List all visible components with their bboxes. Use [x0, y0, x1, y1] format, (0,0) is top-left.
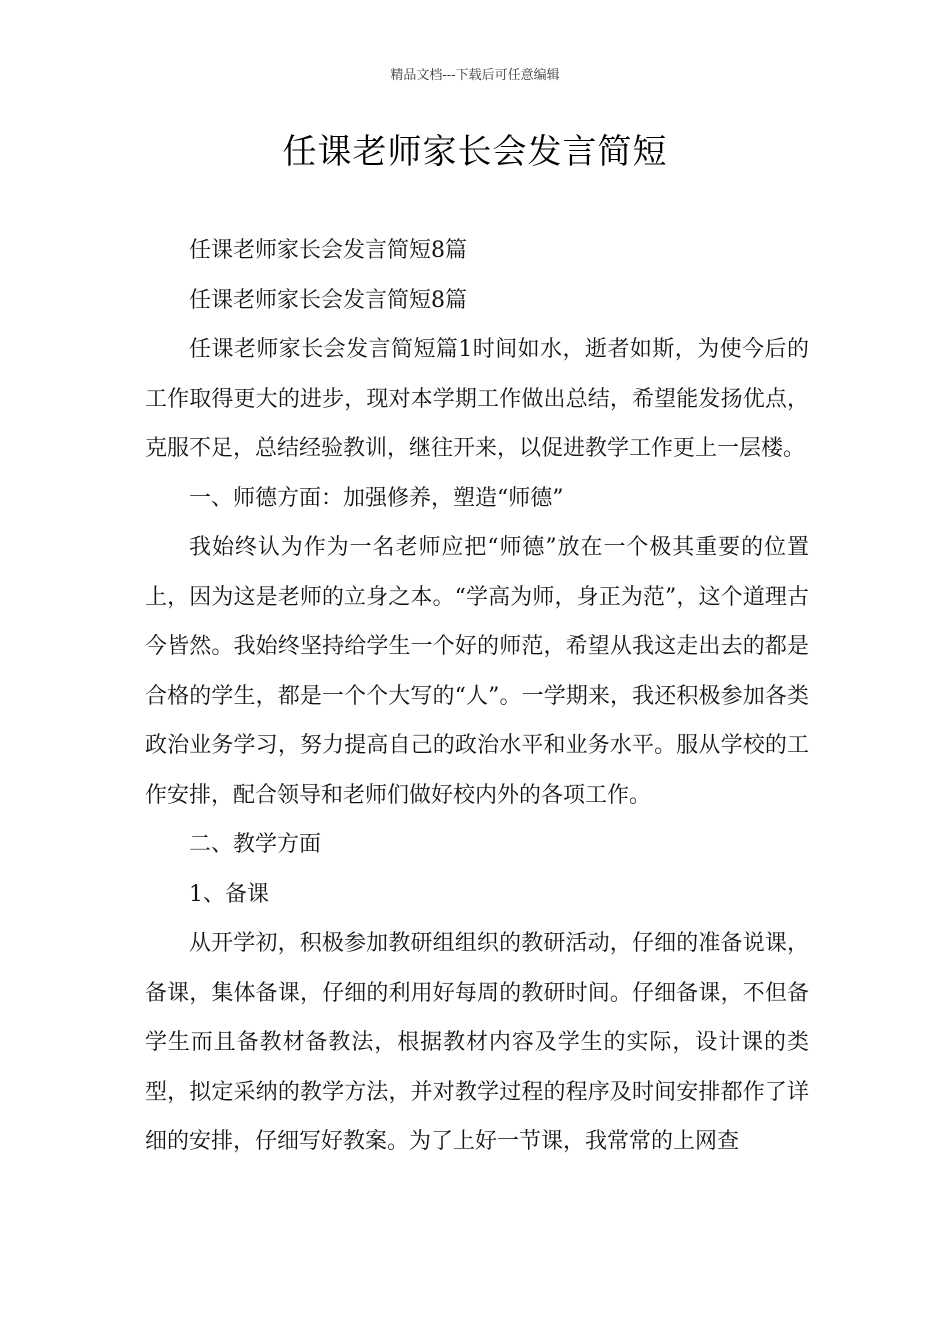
paragraph-ethics: 我始终认为作为一名老师应把“师德”放在一个极其重要的位置上，因为这是老师的立身之本。“学高为师，身正为范”，这个道理古今皆然。我始终坚持给学生一个好的师范，希望从我这走出去的都是合格的学生，都是一个个大写的“人”。一学期来，我还积极参加各类政治业务学习，努力提高自己的政治水平和业务水平。服从学校的工作安排，配合领导和老师们做好校内外的各项工作。 — [145, 535, 809, 808]
section-heading-ethics: 一、师德方面：加强修养，塑造“师德” — [189, 485, 564, 511]
paragraph-lesson-prep: 从开学初，积极参加教研组组织的教研活动，仔细的准备说课，备课，集体备课，仔细的利用好每周的教研时间。仔细备课，不但备学生而且备教材备教法，根据教材内容及学生的实际，设计课的类型，拟定采纳的教学方法，并对教学过程的程序及时间安排都作了详细的安排，仔细写好教案。为了上好一节课，我常常的上网查 — [145, 931, 809, 1154]
paragraph-intro: 任课老师家长会发言简短篇1时间如水，逝者如斯，为使今后的工作取得更大的进步，现对本学期工作做出总结，希望能发扬优点，克服不足，总结经验教训，继往开来，以促进教学工作更上一层楼。 — [145, 337, 809, 461]
document-body — [145, 226, 809, 1167]
document-title: 任课老师家长会发言简短 — [282, 132, 668, 172]
paragraph-subtitle-1: 任课老师家长会发言简短8篇 — [189, 238, 467, 263]
header-note: 精品文档---下载后可任意编辑 — [390, 68, 560, 83]
subsection-heading-lesson-prep: 1、备课 — [189, 881, 269, 907]
section-heading-teaching: 二、教学方面 — [189, 832, 322, 857]
paragraph-subtitle-2: 任课老师家长会发言简短8篇 — [189, 287, 467, 313]
